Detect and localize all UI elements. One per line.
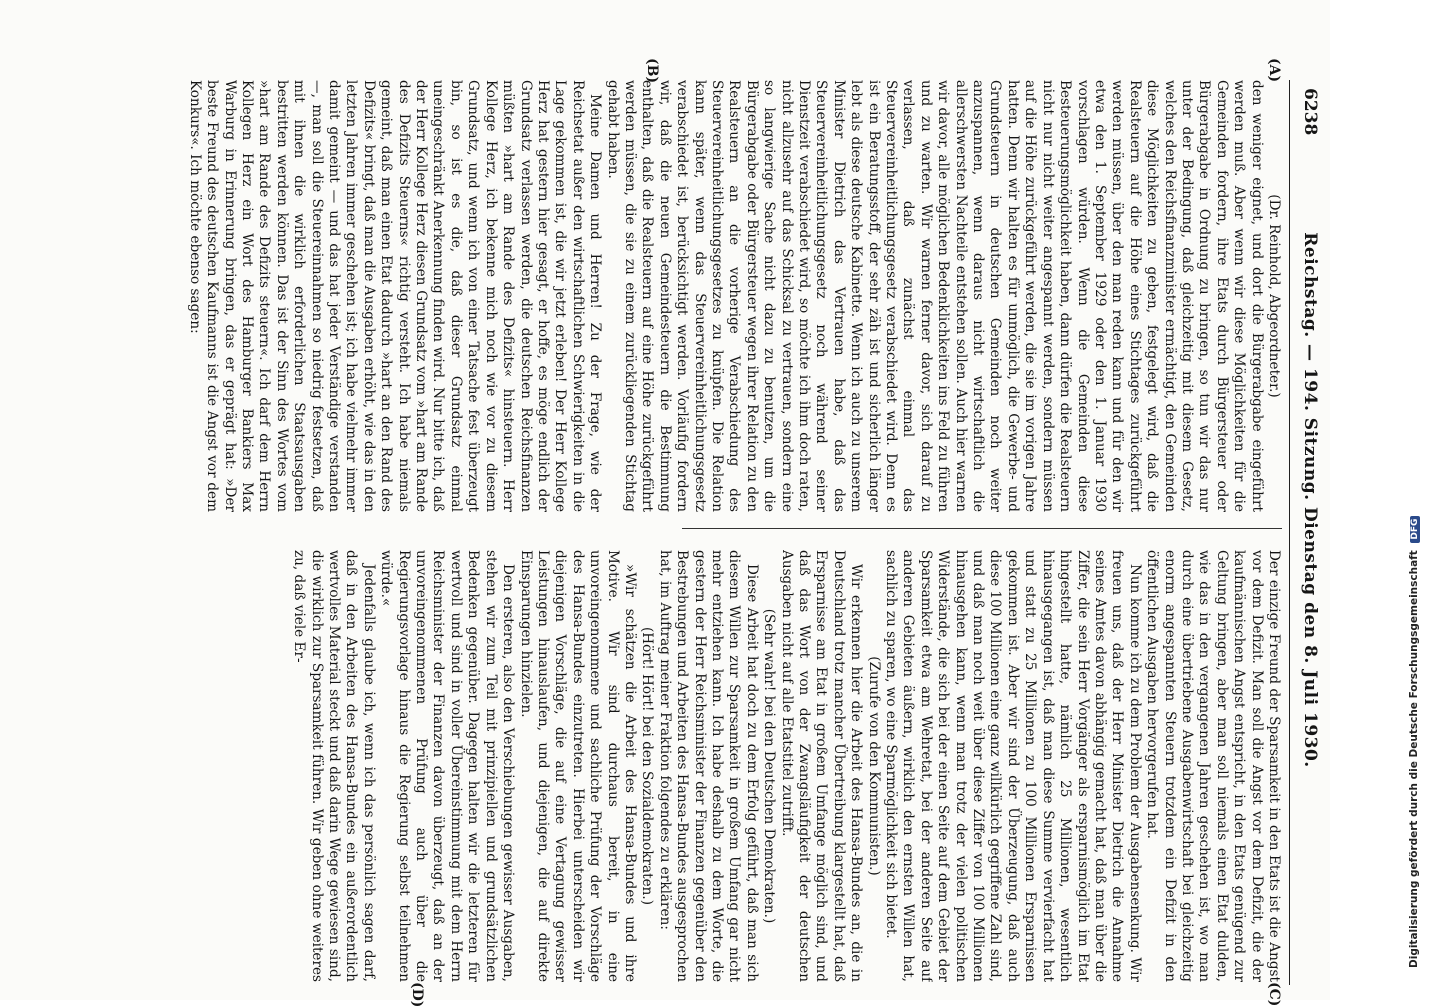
- margin-mark-b: (B): [644, 58, 660, 84]
- interjection: (Zurufe von den Kommunisten.): [865, 656, 882, 876]
- right-column: [17, 550, 1282, 982]
- credit-text: Digitalisierung gefördert durch die Deutsche Forschungsgemeinschaft: [1408, 550, 1420, 968]
- speaker-line: (Dr. Reinhold, Abgeordneter.): [1266, 194, 1282, 398]
- margin-mark-c: (C): [1266, 982, 1282, 1007]
- dfg-logo: DFG: [1410, 516, 1420, 543]
- margin-mark-d: (D): [409, 982, 425, 1007]
- paragraph: den weniger eignet, und dort die Bürgerabgabe eingeführt werden muß. Aber wenn wir diese Möglichkeiten für die Gemeinden fordern, ihre Etats durch Bürgersteuer oder Bürgerabgabe in Ordnung zu bringen, so tun wir das nur unter der Bedingung, daß gleichzeitig mit diesem Gesetz, welches den Reichsfinanzminister ermächtigt, den Gemeinden diese Möglichkeiten zu geben, festgelegt wird, daß die Realsteuern auf die Höhe eines Stichtages zurückgeführt werden müssen, über den man reden kann und für den wir etwa den 1. September 1929 oder den 1. Januar 1930 vorschlagen würden. Wenn die Gemeinden diese Besteuerungsmöglichkeit haben, dann dürfen die Realsteuern nicht nur nicht weiter angespannt werden, sondern müssen auf die Höhe zurückgeführt werden, die sie im vorigen Jahre hatten. Denn wir halten es für unmöglich, die Gewerbe- und Grundsteuern in deutschen Gemeinden noch weiter anzuspannen, wenn daraus nicht wirtschaftlich die allerschwersten Nachteile entstehen sollen. Auch hier warnen wir davor, alle möglichen Bedenklichkeiten ins Feld zu führen und zu warten. Wir warnen ferner davor, sich darauf zu verlassen, daß zunächst einmal das Steuervereinheitlichungsgesetz verabschiedet wird. Denn es ist ein Beratungsstoff, der sehr zäh ist und sicherlich länger lebt als diese deutsche Kabinette. Wenn ich auch zu unserem Minister Dietrich das Vertrauen habe, daß das Steuervereinheitlichungsgesetz noch während seiner Dienstzeit verabschiedet wird, so möchte ich ihm doch raten, nicht allzusehr auf das Schicksal zu vertrauen, sondern eine so langwierige Sache nicht dazu zu benutzen, um die Bürgerabgabe oder Bürgersteuer wegen ihrer Relation zu den Realsteuern an die vorherige Verabschiedung des Steuervereinheitlichungsgesetzes zu knüpfen. Die Relation kann später, wenn das Steuervereinheitlichungsgesetz verabschiedet ist, berücksichtigt werden. Vorläufig fordern wir, daß die neuen Gemeindesteuern die Bestimmung enthalten, daß die Realsteuern auf eine Höhe zurückgeführt werden müssen, die sie zu einem zurückliegenden Stichtag gehabt haben.: [604, 80, 1265, 512]
- header-rule: [1289, 80, 1290, 985]
- digitization-credit: [1408, 516, 1420, 968]
- paragraph: Diese Arbeit hat doch zu dem Erfolg geführt, daß man sich diesem Willen zur Sparsamkeit in großem Umfang gar nicht mehr entziehen kann. Ich habe deshalb zu dem Worte, die gestern der Herr Reichsminister der Finanzen gegenüber den Bestrebungen und Arbeiten des Hansa-Bundes ausgesprochen hat, im Auftrag meiner Fraktion folgendes zu erklären:: [656, 550, 760, 982]
- left-column: [17, 80, 1282, 512]
- page-title: Reichstag. — 194. Sitzung. Dienstag den 8. Juli 1930.: [1300, 232, 1320, 768]
- quotation: »Wir schätzen die Arbeit des Hansa-Bundes und ihre Motive. Wir sind durchaus bereit, in eine unvoreingenommene und sachliche Prüfung der Vorschläge des Hansa-Bundes einzutreten. Hierbei unterscheiden wir diejenigen Vorschläge, die auf eine Vertagung gewisser Leistungen hinauslaufen, und diejenigen, die auf direkte Einsparungen hinzielen.: [517, 550, 638, 982]
- margin-mark-a: (A): [1266, 58, 1282, 83]
- interjection: (Sehr wahr! bei den Deutschen Demokraten.): [761, 608, 778, 924]
- paragraph: Der einzige Freund der Sparsamkeit in den Etats ist die Angst vor dem Defizit. Man soll die Angst vor dem Defizit, die der kaufmännischen Angst entspricht, in den Etats genügend zur Geltung bringen, aber man soll niemals einen Etat dulden, wie das in den vergangenen Jahren geschehen ist, wo man durch eine übertriebene Ausgabenwirtschaft bei gleichzeitig enorm angespannten Steuern trotzdem ein Defizit in den öffentlichen Ausgaben hervorgerufen hat.: [1144, 550, 1282, 982]
- quotation: Den ersteren, also den Verschiebungen gewisser Ausgaben, stehen wir zum Teil mit prinzipiellen und grundsätzlichen Bedenken gegenüber. Dagegen halten wir die letzteren für wertvoll und sind in voller Übereinstimmung mit dem Herrn Reichsminister der Finanzen davon überzeugt, daß an der unvoreingenommenen Prüfung auch über die Regierungsvorlage hinaus die Regierung selbst teilnehmen würde.«: [378, 550, 517, 982]
- paragraph: Nun komme ich zu dem Problem der Ausgabensenkung. Wir freuen uns, daß der Herr Minister Dietrich die Annahme seines Amtes davon abhängig gemacht hat, daß man über die Ziffer, die sein Herr Vorgänger als ersparnismöglich im Etat hingestellt hatte, nämlich 25 Millionen, wesentlich hinausgegangen ist, daß man diese Summe vervierfacht hat und statt zu 25 Millionen zu 100 Millionen Ersparnissen gekommen ist. Aber wir sind der Überzeugung, daß auch diese 100 Millionen eine ganz willkürlich gegriffene Zahl sind, und daß man noch weit über diese Ziffer von 100 Millionen hinausgehen kann, wenn man trotz der vielen politischen Widerstände, die sich bei der einen Seite auf dem Gebiet der Sparsamkeit etwa am Wehretat, bei der anderen Seite auf anderen Gebieten äußern, wirklich den ernsten Willen hat, sachlich zu sparen, wo eine Sparmöglichkeit sich bietet.: [883, 550, 1143, 982]
- page-header: [1294, 0, 1320, 1000]
- paragraph: Jedenfalls glaube ich, wenn ich das persönlich sagen darf, daß in den Arbeiten des Hansa-Bundes ein außerordentlich wertvolles Material steckt und daß darin Wege gewiesen sind, die wirklich zur Sparsamkeit führen. Wir geben ohne weiteres zu, daß viele Er-: [291, 550, 377, 982]
- page-number: 6238: [1300, 88, 1320, 136]
- interjection: (Hört! Hört! bei den Sozialdemokraten.): [639, 626, 656, 906]
- paragraph: Meine Damen und Herren! Zu der Frage, wie der Reichsetat außer den wirtschaftlichen Schwierigkeiten in die Lage gekommen ist, die wir jetzt erleben! Der Herr Kollege Herz hat gestern hier gesagt, er hoffe, es möge endlich der Grundsatz verlassen werden, die deutschen Reichsfinanzen müßten »hart am Rande des Defizits« hinsteuern. Herr Kollege Herz, ich bekenne mich noch wie vor zu diesem Grundsatz, und wenn ich von einer Tatsache fest überzeugt bin, so ist es die, daß dieser Grundsatz einmal uneingeschränkt Anerkennung finden wird. Nur bitte ich, daß der Herr Kollege Herz diesen Grundsatz vom »hart am Rande des Defizits Steuerns« richtig versteht. Ich habe niemals gemeint, daß man einen Etat dadurch »hart an den Rand des Defizits« bringt, daß man die Ausgaben erhöht, wie das in den letzten Jahren immer geschehen ist; ich habe vielmehr immer damit gemeint — und das hat jeder Verständige verstanden —, man soll die Steuereinnahmen so niedrig festsetzen, daß mit ihnen die wirklich erforderlichen Staatsausgaben bestritten werden können. Das ist der Sinn des Wortes vom »hart am Rande des Defizits steuern«. Ich darf dem Herrn Kollegen Herz ein Wort des Hamburger Bankiers Max Warburg in Erinnerung bringen, das er geprägt hat: »Der beste Freund des deutschen Kaufmanns ist die Angst vor dem Konkurs«. Ich möchte ebenso sagen:: [186, 80, 604, 512]
- paragraph: Wir erkennen hier die Arbeit des Hansa-Bundes an, die in Deutschland trotz mancher Übertreibung klargestellt hat, daß Ersparnisse am Etat in großem Umfange möglich sind, und daß das Wort von der Zwangsläufigkeit der deutschen Ausgaben nicht auf alle Etatstitel zutrifft.: [778, 550, 865, 982]
- column-divider: [682, 528, 1282, 529]
